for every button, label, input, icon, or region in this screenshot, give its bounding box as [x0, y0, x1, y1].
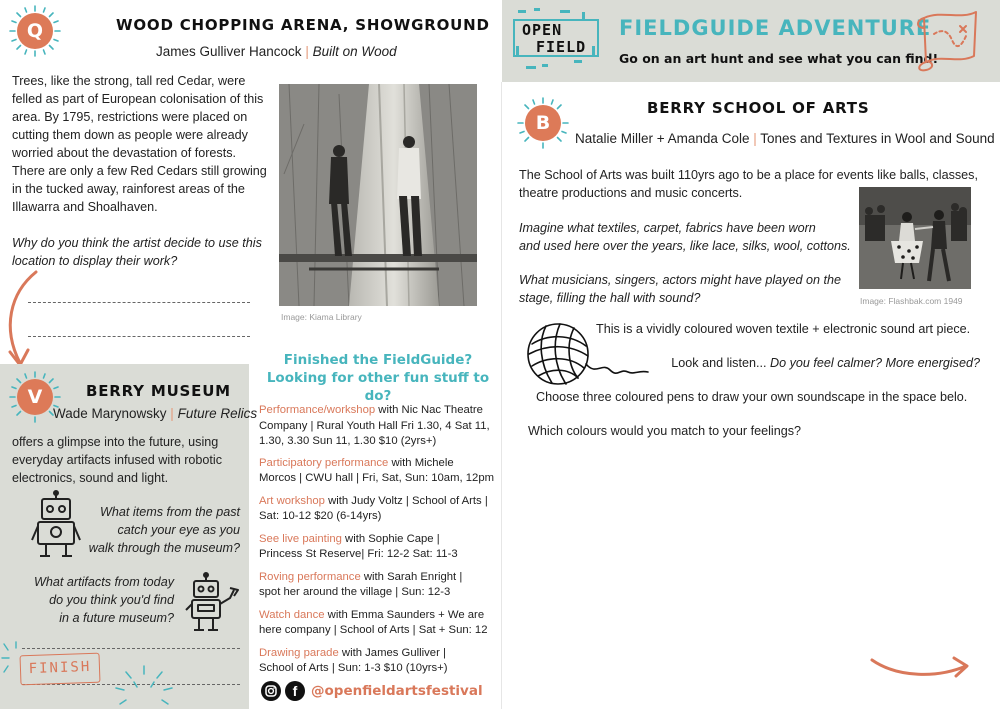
- v-question-1-line: walk through the museum?: [88, 541, 240, 555]
- v-artist: Wade Marynowsky: [53, 406, 167, 421]
- finish-stamp: [20, 653, 101, 686]
- b-piece-text: This is a vividly coloured woven textile + electronic sound art piece.: [596, 322, 971, 336]
- activity-label: Participatory performance: [259, 456, 389, 469]
- activity-text: spot her around the village | Sun: 12-3: [259, 586, 451, 598]
- v-title: BERRY MUSEUM: [86, 382, 231, 400]
- q-body-line: felled as part of European colonisation of this: [12, 92, 264, 106]
- robot-icon: [184, 572, 242, 636]
- activity-item: [259, 646, 499, 677]
- finish-label: FINISH: [28, 658, 92, 678]
- soundscape-drawing-area[interactable]: [510, 445, 990, 645]
- activities-heading-line: Finished the FieldGuide?: [283, 352, 473, 368]
- activity-item: [259, 494, 499, 525]
- q-question: [12, 234, 274, 270]
- q-question-line: location to display their work?: [12, 254, 178, 268]
- b-credit: [575, 131, 995, 146]
- b-imagine-line: Imagine what textiles, carpet, fabrics have been worn: [519, 221, 816, 235]
- v-body: [12, 433, 248, 487]
- v-question-1-line: catch your eye as you: [117, 523, 240, 537]
- facebook-icon[interactable]: f: [285, 681, 305, 701]
- q-title: WOOD CHOPPING ARENA, SHOWGROUND: [116, 16, 490, 34]
- v-question-1: [82, 503, 240, 557]
- sunburst-icon: [112, 664, 176, 709]
- activity-text: Sat: 10-12 $20 (6-14yrs): [259, 510, 382, 522]
- b-title: BERRY SCHOOL OF ARTS: [647, 99, 870, 117]
- dance-photo-image: [859, 187, 971, 289]
- activity-text: with Sophie Cape |: [341, 532, 440, 545]
- activity-text: with Nic Nac Theatre: [375, 404, 483, 416]
- v-question-2-line: in a future museum?: [59, 611, 174, 625]
- q-answer-line-2[interactable]: [28, 336, 250, 337]
- activity-label: See live painting: [259, 532, 342, 545]
- activity-list: [259, 403, 499, 677]
- treasure-map-icon: [912, 6, 986, 76]
- b-listen-question: Do you feel calmer? More energised?: [769, 356, 980, 370]
- page-divider: [501, 82, 502, 709]
- v-answer-line-1[interactable]: [22, 648, 240, 649]
- activity-label: Performance/workshop: [259, 404, 376, 416]
- b-musicians-line: What musicians, singers, actors might have played on the: [519, 273, 841, 287]
- q-body-line: in the tucked away, rainforest areas of the: [12, 182, 245, 196]
- activities-heading: [252, 351, 504, 405]
- v-work: Future Relics: [177, 406, 258, 421]
- b-separator: |: [753, 131, 757, 146]
- robot-icon: [30, 490, 82, 562]
- q-body: [12, 72, 274, 216]
- b-musicians: [519, 271, 855, 307]
- q-answer-line-1[interactable]: [28, 302, 250, 303]
- b-colours-text: [528, 422, 978, 440]
- activity-text: with Michele: [388, 456, 454, 469]
- q-badge-letter: Q: [17, 13, 53, 49]
- tree-photo-caption: Image: Kiama Library: [281, 312, 362, 322]
- q-body-line: worried about the devastation of forests.: [12, 146, 237, 160]
- v-question-2: [12, 573, 174, 627]
- social-handle[interactable]: @openfieldartsfestival: [311, 683, 483, 699]
- b-pens-text: Choose three coloured pens to draw your own soundscape in the space belo.: [536, 390, 968, 404]
- q-credit: [156, 44, 397, 59]
- activity-label: Art workshop: [259, 494, 325, 507]
- activities-heading-line: Looking for other fun stuff to do?: [266, 370, 490, 404]
- b-body-line: theatre productions and music concerts.: [519, 186, 743, 200]
- b-listen: [660, 354, 980, 372]
- activity-item: [259, 403, 499, 450]
- curved-arrow-icon: [0, 268, 50, 373]
- activity-label: Watch dance: [259, 608, 325, 621]
- social-row: [261, 680, 483, 702]
- v-badge-letter: V: [17, 379, 53, 415]
- v-body-line: offers a glimpse into the future, using: [12, 435, 219, 449]
- activity-text: with James Gulliver |: [338, 646, 446, 659]
- sunburst-icon: [0, 638, 30, 678]
- b-badge-group: [516, 96, 570, 150]
- b-work: Tones and Textures in Wool and Sound: [760, 131, 995, 146]
- b-imagine-line: and used here over the years, like lace, silks, wool, cottons.: [519, 239, 851, 253]
- header-title: FIELDGUIDE ADVENTURE: [619, 16, 932, 40]
- activity-text: with Judy Voltz | School of Arts |: [324, 494, 488, 507]
- activity-text: 1.30, 3.30 Sun 11, 1.30 $10 (2yrs+): [259, 435, 437, 447]
- v-credit: [53, 406, 257, 421]
- activity-text: with Sarah Enright |: [360, 570, 463, 583]
- b-artist: Natalie Miller + Amanda Cole: [575, 131, 750, 146]
- v-question-2-line: What artifacts from today: [34, 575, 174, 589]
- header-subtitle: [619, 51, 938, 66]
- b-body-line: The School of Arts was built 110yrs ago to be a place for events like balls, classes,: [519, 168, 978, 182]
- v-separator: |: [170, 406, 174, 421]
- v-body-line: electronics, sound and light.: [12, 471, 169, 485]
- dance-photo-caption: Image: Flashbak.com 1949: [860, 296, 963, 306]
- curved-arrow-right-icon: [868, 650, 972, 680]
- logo-text-field: FIELD: [536, 38, 587, 56]
- instagram-icon[interactable]: [261, 681, 281, 701]
- activity-text: Morcos | CWU hall | Fri, Sat, Sun: 10am, 12pm: [259, 472, 495, 484]
- b-musicians-line: stage, filling the hall with sound?: [519, 291, 701, 305]
- activity-label: Drawing parade: [259, 646, 339, 659]
- header-subtitle-part: Go on an art hunt and: [619, 51, 779, 66]
- activity-text: with Emma Saunders + We are: [324, 608, 485, 621]
- q-body-line: There are only a few Red Cedars still growing: [12, 164, 267, 178]
- b-colours-question: Which colours would you match to your feelings?: [528, 424, 801, 438]
- v-question-2-line: do you think you'd find: [49, 593, 174, 607]
- q-body-line: Trees, like the strong, tall red Cedar, were: [12, 74, 246, 88]
- activity-item: [259, 532, 499, 563]
- logo-text-open: OPEN: [522, 21, 563, 39]
- v-question-1-line: What items from the past: [100, 505, 240, 519]
- header-subtitle-part: what you can find!: [802, 51, 939, 66]
- b-listen-plain: Look and listen...: [671, 356, 770, 370]
- activity-text: Princess St Reserve| Fri: 12-2 Sat: 11-3: [259, 548, 458, 560]
- activity-text: Company | Rural Youth Hall Fri 1.30, 4 Sat 11,: [259, 419, 490, 432]
- activity-item: [259, 608, 499, 639]
- activity-text: here company | School of Arts | Sat + Sun: 12: [259, 624, 488, 636]
- dance-photo: [859, 187, 971, 289]
- header-subtitle-bold: see: [778, 51, 803, 66]
- open-field-logo: [512, 6, 604, 76]
- q-body-line: Illawarra and Shoalhaven.: [12, 200, 158, 214]
- b-imagine: [519, 219, 855, 255]
- activity-text: School of Arts | Sun: 1-3 $10 (10yrs+): [259, 662, 448, 674]
- activity-item: [259, 570, 499, 601]
- b-badge-letter: B: [525, 105, 561, 141]
- activity-label: Roving performance: [259, 570, 361, 583]
- q-separator: |: [305, 44, 309, 59]
- q-work: Built on Wood: [312, 44, 397, 59]
- activity-item: [259, 456, 499, 487]
- q-body-line: area. By 1795, restrictions were placed on: [12, 110, 248, 124]
- tree-photo-image: [279, 84, 477, 306]
- v-body-line: everyday artifacts infused with robotic: [12, 453, 222, 467]
- q-badge-group: [8, 4, 62, 58]
- tree-photo: [279, 84, 477, 306]
- q-question-line: Why do you think the artist decide to use this: [12, 236, 262, 250]
- q-artist: James Gulliver Hancock: [156, 44, 302, 59]
- q-body-line: cutting them down as people were already: [12, 128, 248, 142]
